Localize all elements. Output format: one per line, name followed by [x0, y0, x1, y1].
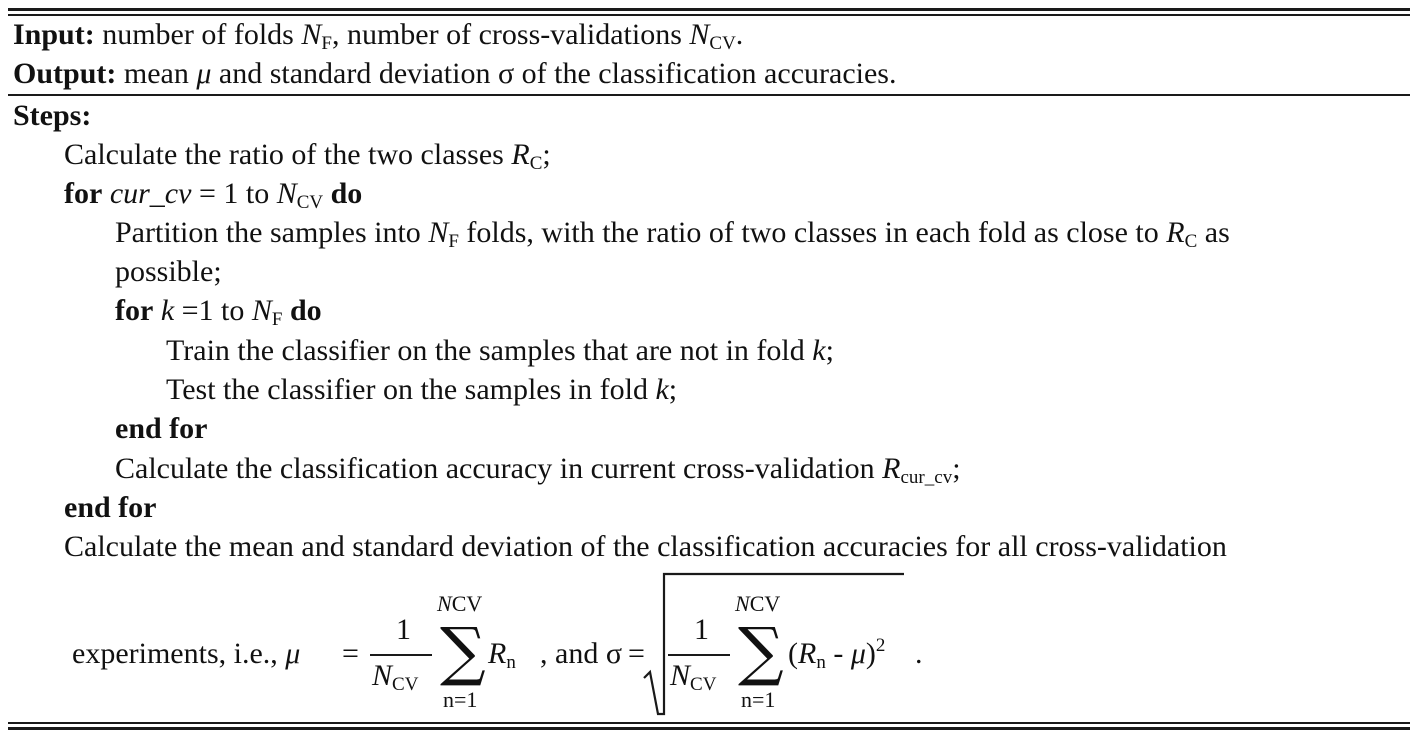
calc-acc-text: Calculate the classification accuracy in current cross-validation [115, 452, 883, 485]
for-cv-keyword: for [64, 177, 103, 210]
test-tail: ; [668, 373, 678, 406]
top-rule-inner [8, 14, 1410, 16]
paren-close: ) [865, 637, 876, 670]
sum-1-symbol: ∑ [440, 615, 486, 689]
partition-text-c: as [1197, 216, 1230, 249]
fraction-2-denominator [670, 658, 716, 694]
rn-1-sub: n [506, 652, 516, 673]
paren-mu: μ [850, 637, 866, 670]
fraction-2-den-var: N [670, 659, 691, 692]
step-partition-cont: possible; [115, 255, 222, 288]
input-line [13, 17, 743, 53]
fraction-1-den-var: N [372, 659, 393, 692]
output-line [13, 56, 896, 92]
for-k-text: =1 to [174, 294, 252, 327]
input-text-a: number of folds [94, 18, 302, 51]
sum-1-upper-sub: CV [451, 591, 483, 616]
for-k-keyword: for [115, 294, 154, 327]
step-train [166, 333, 834, 369]
fraction-1-bar [370, 654, 432, 656]
for-k-var: k [160, 294, 175, 327]
input-label: Input: [13, 18, 95, 51]
step-calc-ratio-sub: C [529, 153, 543, 174]
input-nf-sub: F [321, 33, 332, 54]
rn-1-var: R [488, 637, 507, 670]
output-mu: μ [196, 57, 212, 90]
bottom-rule-outer [8, 727, 1410, 730]
paren-open: ( [788, 637, 798, 670]
sum-2-upper-sub: CV [749, 591, 781, 616]
rn-2-sub: n [816, 652, 826, 673]
for-cv-n: N [276, 177, 297, 210]
paren-minus: - [825, 637, 851, 670]
input-text-b: , number of cross-validations [331, 18, 690, 51]
train-tail: ; [825, 334, 834, 367]
fraction-1-denominator [372, 658, 418, 694]
calc-acc-tail: ; [952, 452, 961, 485]
fraction-1-den-sub: CV [392, 674, 419, 695]
partition-text-a: Partition the samples into [115, 216, 429, 249]
fraction-2-bar [668, 654, 730, 656]
sum-2-upper-var: N [735, 591, 750, 616]
sum-1-upper [437, 592, 482, 616]
step-calc-ratio-var: R [511, 138, 530, 171]
step-test [166, 372, 677, 408]
partition-n: N [428, 216, 449, 249]
step-for-cv [64, 176, 362, 212]
for-cv-var: cur_cv [109, 177, 192, 210]
partition-r-sub: C [1184, 231, 1198, 252]
paren-power: 2 [875, 635, 886, 656]
formula-eq-2: = [628, 637, 645, 670]
top-rule-outer [8, 8, 1410, 11]
formula-paren-term [788, 636, 885, 672]
sum-2-upper [735, 592, 780, 616]
output-text-a: mean [116, 57, 197, 90]
for-k-do: do [290, 294, 322, 327]
partition-text-b: folds, with the ratio of two classes in each fold as close to [458, 216, 1167, 249]
for-k-n-sub: F [271, 309, 283, 330]
fraction-1-numerator: 1 [396, 613, 411, 646]
calc-acc-sub: cur_cv [900, 467, 953, 488]
formula-lead-text: experiments, i.e., [72, 637, 286, 670]
test-text: Test the classifier on the samples in fold [166, 373, 656, 406]
train-var: k [812, 334, 826, 367]
output-text-b: and standard deviation σ of the classification accuracies. [211, 57, 897, 90]
test-var: k [655, 373, 669, 406]
train-text: Train the classifier on the samples that are not in fold [166, 334, 813, 367]
middle-rule [8, 94, 1410, 96]
for-cv-n-sub: CV [296, 192, 324, 213]
formula-period: . [915, 637, 923, 670]
sum-2-symbol: ∑ [738, 615, 784, 689]
steps-label: Steps: [13, 99, 92, 132]
step-calc-ratio [64, 137, 551, 173]
formula-block [0, 560, 1418, 725]
step-calc-ratio-tail: ; [542, 138, 551, 171]
step-for-k [115, 293, 322, 329]
end-for-outer: end for [64, 491, 157, 524]
formula-and-sigma: , and σ [540, 637, 622, 670]
partition-r: R [1166, 216, 1185, 249]
bottom-rule-inner [8, 722, 1410, 724]
calc-acc-var: R [882, 452, 901, 485]
for-cv-do: do [330, 177, 363, 210]
input-ncv-var: N [689, 18, 710, 51]
fraction-2-numerator: 1 [694, 613, 709, 646]
input-ncv-sub: CV [709, 33, 736, 54]
fraction-2-den-sub: CV [690, 674, 717, 695]
formula-rn-1 [488, 636, 516, 672]
sum-2-lower: n=1 [741, 687, 776, 712]
step-partition [115, 215, 1230, 251]
sum-1-lower: n=1 [443, 687, 478, 712]
sum-1-upper-var: N [437, 591, 452, 616]
for-cv-text: = 1 to [191, 177, 277, 210]
end-for-inner: end for [115, 412, 208, 445]
rn-2-var: R [798, 637, 817, 670]
for-k-n: N [251, 294, 272, 327]
step-calc-ratio-text: Calculate the ratio of the two classes [64, 138, 512, 171]
input-nf-var: N [301, 18, 322, 51]
formula-lead [72, 636, 300, 672]
output-label: Output: [13, 57, 117, 90]
input-text-c: . [735, 18, 744, 51]
formula-mu: μ [285, 637, 301, 670]
partition-n-sub: F [448, 231, 459, 252]
step-calc-mean: Calculate the mean and standard deviation of the classification accuracies for all cross-validation [64, 530, 1227, 563]
step-calc-accuracy [115, 451, 961, 487]
formula-eq-1: = [342, 637, 359, 670]
